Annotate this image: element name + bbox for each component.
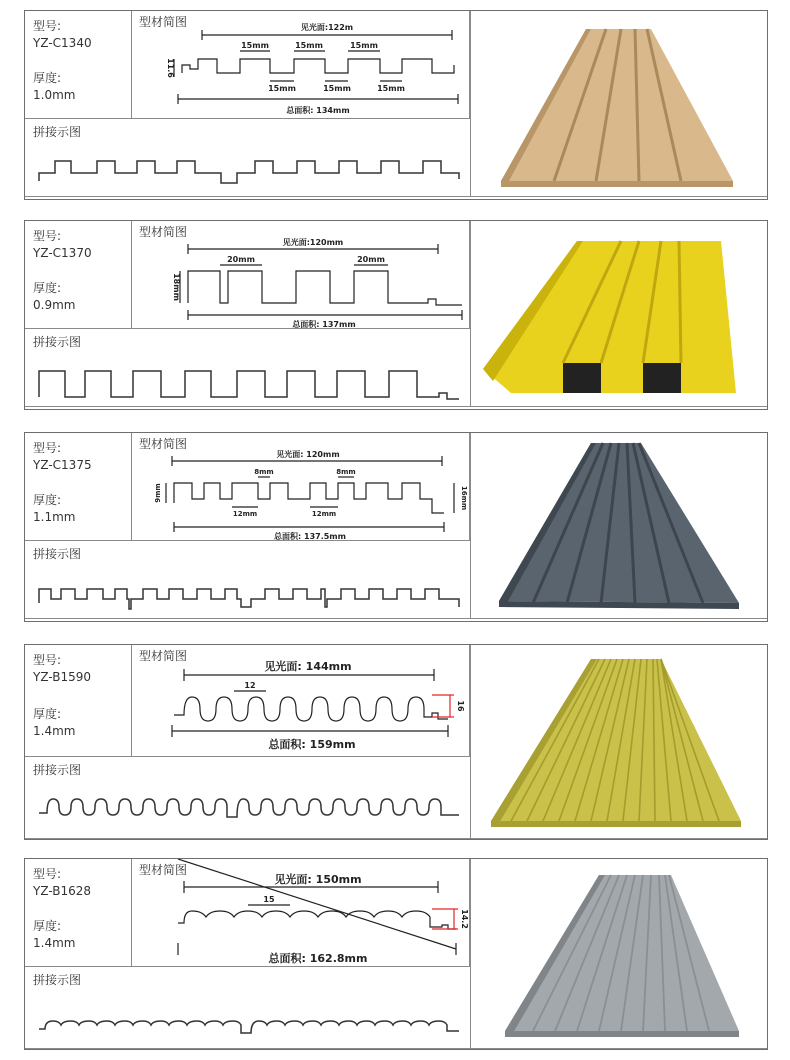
height-text: 11.6: [166, 58, 175, 78]
profile-diagram: [132, 859, 471, 967]
splice-diagram-cell: [25, 756, 471, 839]
product-card: [24, 432, 768, 622]
spec-cell: [25, 433, 132, 541]
splice-diagram: [25, 541, 471, 620]
profile-diagram: [132, 11, 471, 119]
svg-text:15mm: 15mm: [350, 41, 378, 50]
profile-diagram-cell: [131, 859, 470, 967]
svg-text:15mm: 15mm: [241, 41, 269, 50]
height-left-text: 9mm: [154, 483, 162, 503]
profile-diagram-cell: [131, 433, 470, 541]
product-photo: [471, 645, 768, 839]
product-photo-cell: [470, 11, 767, 197]
product-photo: [471, 221, 768, 407]
total-width-text: 总面积: 159mm: [268, 738, 356, 751]
profile-label: 型材简图: [139, 15, 188, 29]
spec-cell: [25, 11, 132, 119]
svg-text:20mm: 20mm: [357, 255, 385, 264]
visible-width-text: 见光面: 144mm: [264, 660, 352, 673]
splice-diagram-cell: [25, 118, 471, 197]
model-label: 型号:: [33, 653, 62, 667]
svg-text:12mm: 12mm: [311, 510, 337, 518]
splice-label: 拼接示图: [33, 335, 82, 349]
total-width-text: 总面积: 137mm: [292, 320, 356, 329]
visible-width-text: 见光面:122m: [300, 23, 354, 32]
profile-diagram-cell: [131, 221, 470, 329]
profile-diagram: [132, 645, 471, 757]
splice-label: 拼接示图: [33, 125, 82, 139]
svg-text:12mm: 12mm: [232, 510, 258, 518]
height-right-text: 16mm: [460, 485, 468, 511]
svg-text:15mm: 15mm: [295, 41, 323, 50]
product-photo: [471, 11, 768, 197]
model-value: YZ-C1370: [33, 246, 92, 260]
splice-diagram-cell: [25, 540, 471, 619]
splice-diagram: [25, 119, 471, 198]
splice-diagram: [25, 967, 471, 1050]
total-width-text: 总面积: 134mm: [286, 106, 350, 115]
spec-cell: [25, 645, 132, 757]
svg-text:20mm: 20mm: [227, 255, 255, 264]
product-card: [24, 10, 768, 200]
thickness-label: 厚度:: [33, 493, 62, 507]
height-text: 18mm: [172, 273, 181, 301]
visible-width-text: 见光面:120mm: [282, 238, 344, 247]
thickness-value: 1.1mm: [33, 510, 76, 524]
product-card: [24, 644, 768, 840]
visible-width-text: 见光面: 120mm: [276, 450, 340, 459]
thickness-value: 0.9mm: [33, 298, 76, 312]
product-photo-cell: [470, 645, 767, 839]
splice-diagram-cell: [25, 966, 471, 1049]
product-card: [24, 220, 768, 410]
profile-label: 型材简图: [139, 649, 188, 663]
product-photo-cell: [470, 221, 767, 407]
thickness-value: 1.4mm: [33, 936, 76, 950]
profile-label: 型材简图: [139, 437, 188, 451]
splice-label: 拼接示图: [33, 763, 82, 777]
thickness-label: 厚度:: [33, 919, 62, 933]
svg-text:15mm: 15mm: [377, 84, 405, 93]
model-label: 型号:: [33, 867, 62, 881]
spec-cell: [25, 221, 132, 329]
pitch-text: 15: [263, 895, 275, 904]
splice-label: 拼接示图: [33, 547, 82, 561]
height-text: 16: [456, 700, 465, 712]
model-value: YZ-C1340: [33, 36, 92, 50]
profile-label: 型材简图: [139, 225, 188, 239]
total-width-text: 总面积: 162.8mm: [268, 952, 368, 965]
profile-diagram-cell: [131, 11, 470, 119]
model-label: 型号:: [33, 19, 62, 33]
splice-diagram: [25, 757, 471, 840]
splice-diagram: [25, 329, 471, 408]
splice-label: 拼接示图: [33, 973, 82, 987]
height-text: 14.2: [460, 909, 469, 929]
splice-diagram-cell: [25, 328, 471, 407]
model-value: YZ-C1375: [33, 458, 92, 472]
product-photo-cell: [470, 859, 767, 1049]
svg-text:15mm: 15mm: [323, 84, 351, 93]
profile-diagram-cell: [131, 645, 470, 757]
thickness-value: 1.0mm: [33, 88, 76, 102]
profile-label: 型材简图: [139, 863, 188, 877]
model-value: YZ-B1590: [33, 670, 92, 684]
product-card: [24, 858, 768, 1050]
profile-diagram: [132, 221, 471, 329]
thickness-label: 厚度:: [33, 707, 62, 721]
svg-text:8mm: 8mm: [336, 468, 356, 476]
product-photo-cell: [470, 433, 767, 619]
svg-text:15mm: 15mm: [268, 84, 296, 93]
profile-diagram: [132, 433, 471, 541]
product-photo: [471, 433, 768, 619]
model-label: 型号:: [33, 229, 62, 243]
thickness-label: 厚度:: [33, 281, 62, 295]
svg-text:8mm: 8mm: [254, 468, 274, 476]
total-width-text: 总面积: 137.5mm: [274, 532, 346, 541]
visible-width-text: 见光面: 150mm: [274, 873, 362, 886]
thickness-label: 厚度:: [33, 71, 62, 85]
spec-cell: [25, 859, 132, 967]
model-value: YZ-B1628: [33, 884, 92, 898]
product-photo: [471, 859, 768, 1049]
thickness-value: 1.4mm: [33, 724, 76, 738]
pitch-text: 12: [244, 681, 256, 690]
model-label: 型号:: [33, 441, 62, 455]
